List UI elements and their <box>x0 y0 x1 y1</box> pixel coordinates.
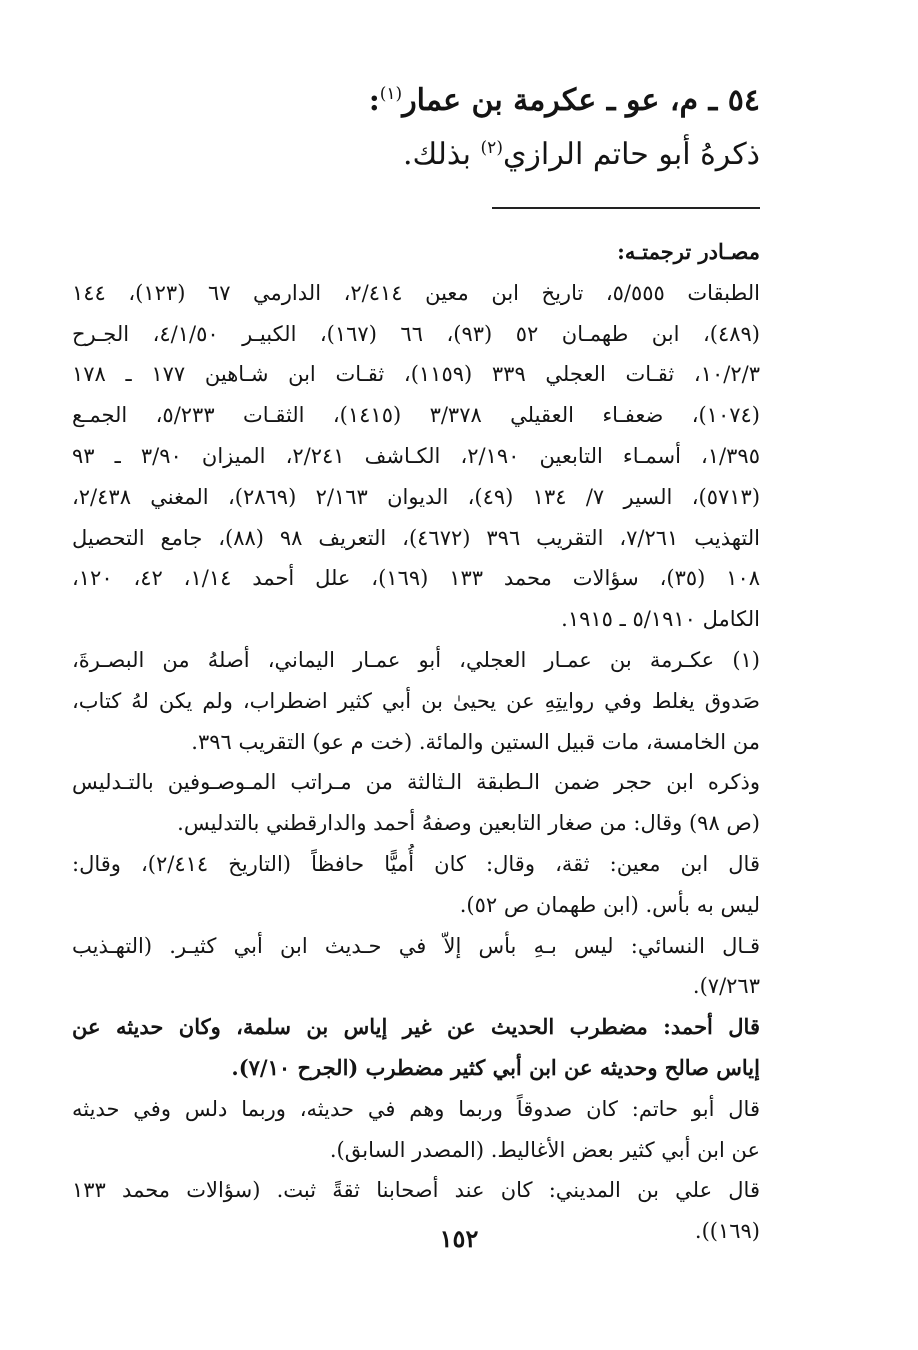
footnote-line: إياس صالح وحديثه عن ابن أبي كثير مضطرب (الجرح ٧/١٠). <box>231 1054 760 1080</box>
footnote-line: وذكره ابن حجر ضمن الـطبقة الـثالثة من مـراتب المـوصـوفين بالتـدليس <box>72 770 760 795</box>
footnote-line: ٧/٢٦٣). <box>692 974 760 999</box>
footnote-ref-2: (٢) <box>480 138 503 158</box>
sources-line: (١٠٧٤)، ضعفـاء العقيلي ٣/٣٧٨ (١٤١٥)، الثقـات ٥/٢٣٣، الجمـع <box>72 403 760 428</box>
sources-heading: مصـادر ترجمتـه: <box>617 239 760 264</box>
footnote-line: قـال النسائي: ليس بـهِ بأس إلاّ في حـديث ابن أبي كثيـر. (التهـذيب <box>72 933 760 958</box>
sources-line: الطبقات ٥/٥٥٥، تاريخ ابن معين ٢/٤١٤، الدارمي ٦٧ (١٢٣)، ١٤٤ <box>72 280 760 305</box>
sources-line: ١٠٨ (٣٥)، سؤالات محمد ١٣٣ (١٦٩)، علل أحمد ١/١٤، ٤٢، ١٢٠، <box>72 566 760 591</box>
footnotes-list <box>72 640 760 1252</box>
entry-heading: ٥٤ ـ م، عو ـ عكرمة بن عمار$^{(١)}$: <box>368 83 760 118</box>
footnote-line: (١٦٩)). <box>694 1219 760 1244</box>
footnote-paragraph <box>72 926 760 1008</box>
footnote-paragraph <box>72 1089 760 1171</box>
entry-text: ذكرهُ أبو حاتم الرازي$^{(٢)}$ بذلك. <box>402 137 760 172</box>
sources-list <box>72 273 760 640</box>
footnote-line: (١) عكـرمة بن عمـار العجلي، أبو عمـار اليماني، أصلهُ من البصـرةَ، <box>72 647 760 672</box>
sources-line: ١/٣٩٥، أسمـاء التابعين ٢/١٩٠، الكـاشف ٢/٢٤١، الميزان ٣/٩٠ ـ ٩٣ <box>72 443 760 468</box>
footnote-line: قال أبو حاتم: كان صدوقاً وربما وهم في حديثه، وربما دلس وفي حديثه <box>72 1096 760 1121</box>
footnote-paragraph <box>72 640 760 762</box>
footnote-line: من الخامسة، مات قبيل الستين والمائة. (خت م عو) التقريب ٣٩٦. <box>191 729 760 754</box>
footnote-paragraph <box>72 1007 760 1089</box>
footnote-line: (ص ٩٨) وقال: من صغار التابعين وصفهُ أحمد والدارقطني بالتدليس. <box>177 811 760 836</box>
footnote-line: قال ابن معين: ثقة، وقال: كان أُميًّا حافظاً (التاريخ ٢/٤١٤)، وقال: <box>72 851 760 876</box>
footnotes-area <box>72 232 760 1252</box>
footnote-line: عن ابن أبي كثير بعض الأغاليط. (المصدر السابق). <box>329 1137 760 1162</box>
sources-line: (٤٨٩)، ابن طهمـان ٥٢ (٩٣)، ٦٦ (١٦٧)، الكبيـر ٤/١/٥٠، الجـرح <box>72 321 760 346</box>
sources-line: (٥٧١٣)، السير ٧/ ١٣٤ (٤٩)، الديوان ٢/١٦٣ (٢٨٦٩)، المغني ٢/٤٣٨، <box>72 484 760 509</box>
page-number: ١٥٢ <box>439 1224 479 1253</box>
narrator-entry <box>200 74 760 182</box>
sources-line: ١٠/٢/٣، ثقـات العجلي ٣٣٩ (١١٥٩)، ثقـات ابن شـاهين ١٧٧ ـ ١٧٨ <box>72 362 760 387</box>
footnote-paragraph <box>72 762 760 844</box>
footnote-ref-1: (١) <box>379 84 403 104</box>
footnote-line: قال أحمد: مضطرب الحديث عن غير إياس بن سلمة، وكان حديثه عن <box>72 1014 760 1040</box>
sources-line: الكامل ٥/١٩١٠ ـ ١٩١٥. <box>561 607 760 632</box>
sources-line: التهذيب ٧/٢٦١، التقريب ٣٩٦ (٤٦٧٢)، التعريف ٩٨ (٨٨)، جامع التحصيل <box>72 525 760 550</box>
footnote-line: صَدوق يغلط وفي روايتِهِ عن يحيىٰ بن أبي كثير اضطراب، ولم يكن لهُ كتاب، <box>72 688 760 713</box>
footnote-line: ليس به بأس. (ابن طهمان ص ٥٢). <box>459 892 760 917</box>
footnote-line: قال علي بن المديني: كان عند أصحابنا ثقةً ثبت. (سؤالات محمد ١٣٣ <box>72 1178 760 1203</box>
footnote-separator <box>492 207 760 209</box>
footnote-paragraph <box>72 844 760 926</box>
